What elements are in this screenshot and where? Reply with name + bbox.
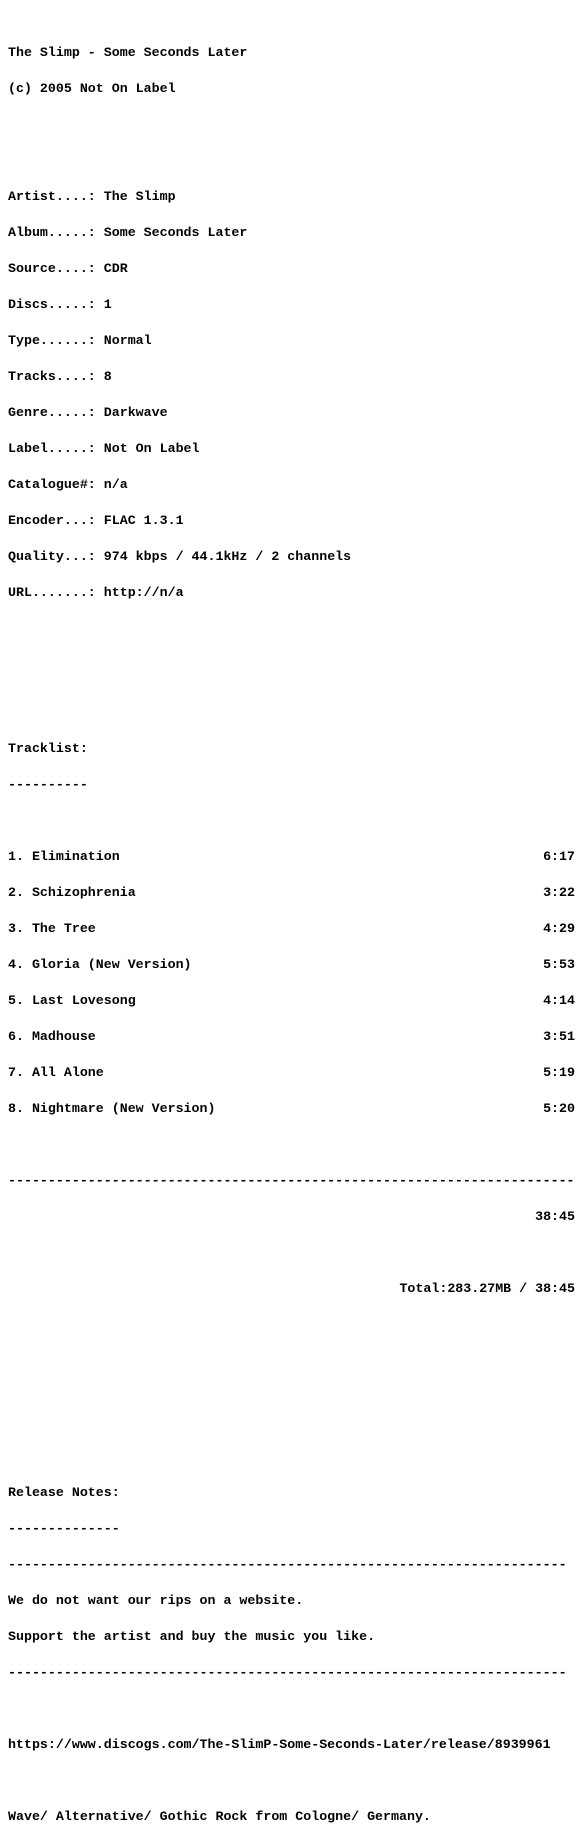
release-notes-heading: Release Notes: xyxy=(8,1485,120,1500)
info-artist: Artist....: The Slimp xyxy=(8,189,176,204)
total-size: Total:283.27MB / 38:45 xyxy=(399,1281,575,1296)
copyright-line: (c) 2005 Not On Label xyxy=(8,81,176,96)
info-url: URL.......: http://n/a xyxy=(8,585,184,600)
track-row: 6. Madhouse 3:51 xyxy=(8,1029,575,1044)
track-list xyxy=(8,827,575,1139)
nfo-document xyxy=(8,23,575,1835)
info-source: Source....: CDR xyxy=(8,261,128,276)
total-size-row xyxy=(8,1283,575,1295)
track-row: 8. Nightmare (New Version) 5:20 xyxy=(8,1101,575,1116)
tracklist-heading: Tracklist: xyxy=(8,741,88,756)
genre-tags: Wave/ Alternative/ Gothic Rock from Cologne/ Germany. xyxy=(8,1809,431,1824)
tracklist-underline: ---------- xyxy=(8,777,88,792)
release-notes-separator-bottom: ---------------------------------------------------------------------- xyxy=(8,1665,567,1680)
track-row: 4. Gloria (New Version) 5:53 xyxy=(8,957,575,972)
release-notes-line: We do not want our rips on a website. xyxy=(8,1593,304,1608)
release-notes-line: Support the artist and buy the music you like. xyxy=(8,1629,376,1644)
track-row: 3. The Tree 4:29 xyxy=(8,921,575,936)
discogs-url: https://www.discogs.com/The-SlimP-Some-Seconds-Later/release/8939961 xyxy=(8,1737,551,1752)
info-type: Type......: Normal xyxy=(8,333,152,348)
track-row: 2. Schizophrenia 3:22 xyxy=(8,885,575,900)
total-time: 38:45 xyxy=(535,1209,575,1224)
info-label: Label.....: Not On Label xyxy=(8,441,200,456)
info-block xyxy=(8,167,575,623)
release-title: The Slimp - Some Seconds Later xyxy=(8,45,248,60)
info-tracks: Tracks....: 8 xyxy=(8,369,112,384)
info-catalogue: Catalogue#: n/a xyxy=(8,477,128,492)
total-time-row xyxy=(8,1211,575,1223)
tracklist-separator: ----------------------------------------------------------------------- xyxy=(8,1173,575,1188)
info-quality: Quality...: 974 kbps / 44.1kHz / 2 channels xyxy=(8,549,352,564)
release-notes-underline: -------------- xyxy=(8,1521,120,1536)
track-row: 5. Last Lovesong 4:14 xyxy=(8,993,575,1008)
info-album: Album.....: Some Seconds Later xyxy=(8,225,248,240)
track-row: 7. All Alone 5:19 xyxy=(8,1065,575,1080)
info-genre: Genre.....: Darkwave xyxy=(8,405,168,420)
release-notes-separator: ---------------------------------------------------------------------- xyxy=(8,1557,567,1572)
track-row: 1. Elimination 6:17 xyxy=(8,849,575,864)
info-encoder: Encoder...: FLAC 1.3.1 xyxy=(8,513,184,528)
info-discs: Discs.....: 1 xyxy=(8,297,112,312)
